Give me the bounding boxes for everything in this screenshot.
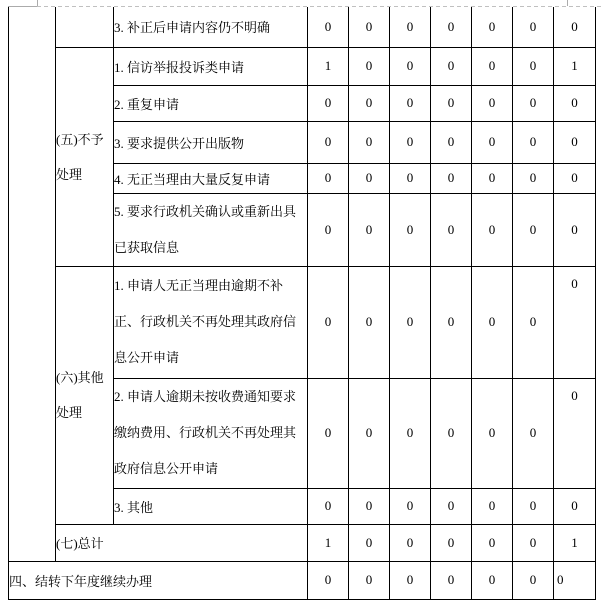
desc-cell: 3. 要求提供公开出版物	[114, 121, 308, 163]
left-spacer-cell	[9, 7, 56, 561]
value-cell: 0	[472, 193, 513, 266]
value-cell: 0	[349, 561, 390, 599]
value-cell: 0	[431, 378, 472, 488]
disclosure-statistics-table	[8, 7, 596, 600]
desc-cell: 3. 补正后申请内容仍不明确	[114, 7, 308, 47]
value-cell: 0	[513, 488, 554, 524]
value-cell: 0	[472, 7, 513, 47]
value-cell: 0	[390, 163, 431, 193]
value-cell: 0	[431, 524, 472, 561]
value-cell: 0	[390, 378, 431, 488]
value-cell: 0	[431, 561, 472, 599]
value-cell: 0	[431, 85, 472, 121]
value-cell: 0	[308, 7, 349, 47]
desc-cell: 2. 重复申请	[114, 85, 308, 121]
value-cell: 0	[554, 266, 596, 378]
table-row	[9, 266, 596, 378]
value-cell: 0	[390, 7, 431, 47]
desc-cell: 1. 申请人无正当理由逾期不补正、行政机关不再处理其政府信息公开申请	[114, 266, 308, 378]
value-cell: 0	[431, 121, 472, 163]
value-cell: 0	[308, 488, 349, 524]
value-cell: 0	[349, 121, 390, 163]
value-cell: 0	[390, 121, 431, 163]
value-cell: 0	[554, 193, 596, 266]
value-cell: 0	[554, 561, 596, 599]
value-cell: 0	[390, 488, 431, 524]
value-cell: 0	[431, 193, 472, 266]
value-cell: 0	[390, 524, 431, 561]
value-cell: 0	[513, 524, 554, 561]
desc-cell: 2. 申请人逾期未按收费通知要求缴纳费用、行政机关不再处理其政府信息公开申请	[114, 378, 308, 488]
value-cell: 0	[308, 121, 349, 163]
category-cell-six: (六)其他处理	[56, 266, 114, 524]
cropped-gridline-vertical-right	[567, 0, 568, 6]
value-cell: 0	[472, 266, 513, 378]
value-cell: 0	[472, 47, 513, 85]
value-cell: 0	[308, 163, 349, 193]
category-cell-five: (五)不予处理	[56, 47, 114, 266]
value-cell: 0	[472, 488, 513, 524]
value-cell: 0	[349, 488, 390, 524]
value-cell: 0	[513, 561, 554, 599]
value-cell: 0	[513, 266, 554, 378]
value-cell: 0	[513, 47, 554, 85]
value-cell: 0	[431, 7, 472, 47]
value-cell: 0	[513, 85, 554, 121]
value-cell: 0	[308, 193, 349, 266]
value-cell: 0	[390, 85, 431, 121]
value-cell: 0	[472, 85, 513, 121]
value-cell: 0	[349, 47, 390, 85]
value-cell: 0	[513, 121, 554, 163]
value-cell: 0	[349, 163, 390, 193]
value-cell: 0	[390, 193, 431, 266]
desc-cell: 5. 要求行政机关确认或重新出具已获取信息	[114, 193, 308, 266]
total-row-label: (七)总计	[56, 524, 308, 561]
value-cell: 0	[349, 85, 390, 121]
value-cell: 0	[472, 524, 513, 561]
value-cell: 0	[349, 266, 390, 378]
table-row	[9, 561, 596, 599]
value-cell: 0	[431, 488, 472, 524]
value-cell: 0	[554, 488, 596, 524]
desc-cell: 4. 无正当理由大量反复申请	[114, 163, 308, 193]
value-cell: 0	[390, 561, 431, 599]
value-cell: 0	[513, 7, 554, 47]
value-cell: 0	[308, 378, 349, 488]
value-cell: 0	[431, 266, 472, 378]
value-cell: 1	[554, 524, 596, 561]
value-cell: 0	[554, 85, 596, 121]
value-cell: 0	[390, 47, 431, 85]
value-cell: 0	[349, 193, 390, 266]
value-cell: 0	[513, 163, 554, 193]
value-cell: 0	[513, 193, 554, 266]
value-cell: 0	[554, 378, 596, 488]
value-cell: 0	[308, 266, 349, 378]
value-cell: 0	[431, 163, 472, 193]
carryover-row-label: 四、结转下年度继续办理	[9, 561, 308, 599]
value-cell: 0	[308, 561, 349, 599]
value-cell: 1	[308, 524, 349, 561]
cropped-gridline-vertical-left	[37, 0, 38, 6]
value-cell: 0	[472, 378, 513, 488]
value-cell: 0	[472, 163, 513, 193]
value-cell: 0	[554, 163, 596, 193]
table-row	[9, 47, 596, 85]
table-row	[9, 524, 596, 561]
value-cell: 0	[308, 85, 349, 121]
value-cell: 0	[349, 7, 390, 47]
value-cell: 0	[554, 121, 596, 163]
value-cell: 1	[308, 47, 349, 85]
category-cell-empty	[56, 7, 114, 47]
value-cell: 0	[513, 378, 554, 488]
value-cell: 0	[472, 561, 513, 599]
value-cell: 0	[390, 266, 431, 378]
value-cell: 0	[554, 7, 596, 47]
value-cell: 0	[349, 378, 390, 488]
value-cell: 0	[472, 121, 513, 163]
value-cell: 0	[431, 47, 472, 85]
table-row	[9, 7, 596, 47]
value-cell: 1	[554, 47, 596, 85]
value-cell: 0	[349, 524, 390, 561]
desc-cell: 3. 其他	[114, 488, 308, 524]
desc-cell: 1. 信访举报投诉类申请	[114, 47, 308, 85]
